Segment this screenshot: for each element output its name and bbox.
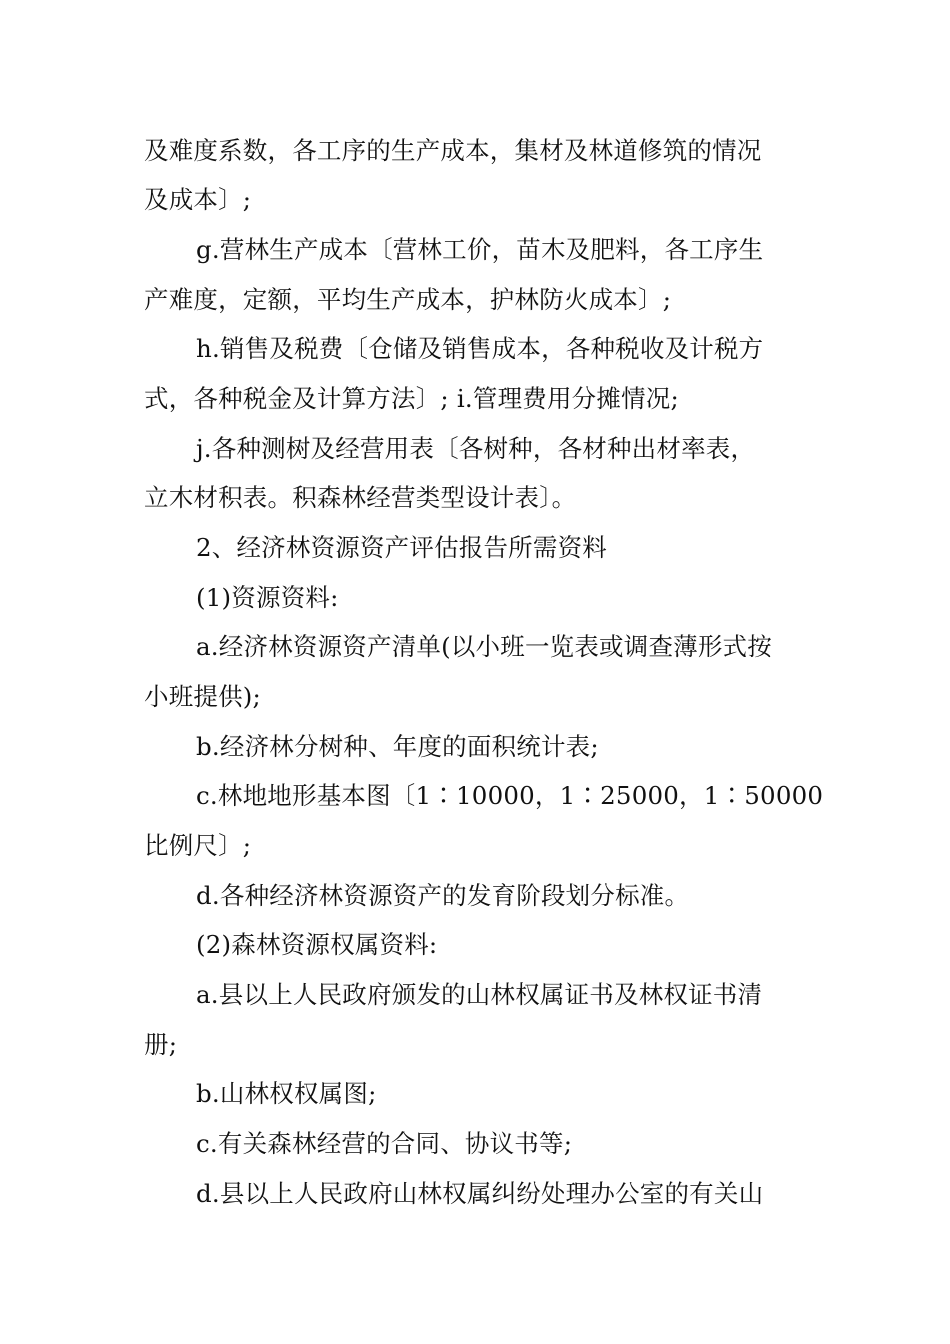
text-line: g.营林生产成本〔营林工价，苗木及肥料，各工序生 — [196, 235, 764, 264]
text-line: c.有关森林经营的合同、协议书等; — [196, 1129, 573, 1158]
text-line: 比例尺〕; — [144, 831, 252, 860]
text-line: h.销售及税费〔仓储及销售成本，各种税收及计税方 — [196, 334, 764, 363]
text-line: 式，各种税金及计算方法〕; i.管理费用分摊情况; — [144, 384, 679, 413]
section-heading: 2、经济林资源资产评估报告所需资料 — [196, 533, 607, 562]
subsection-heading: (2)森林资源权属资料: — [196, 930, 438, 959]
text-line: b.山林权权属图; — [196, 1079, 377, 1108]
text-line: 产难度，定额，平均生产成本，护林防火成本〕; — [144, 285, 672, 314]
text-line: d.县以上人民政府山林权属纠纷处理办公室的有关山 — [196, 1179, 764, 1208]
text-line: 立木材积表。积森林经营类型设计表〕。 — [144, 483, 577, 512]
text-line: 册; — [144, 1030, 178, 1059]
text-line: a.经济林资源资产清单(以小班一览表或调查薄形式按 — [196, 632, 772, 661]
text-line: j.各种测树及经营用表〔各树种，各材种出材率表， — [196, 434, 756, 463]
text-line: b.经济林分树种、年度的面积统计表; — [196, 732, 599, 761]
subsection-heading: (1)资源资料: — [196, 583, 339, 612]
text-line: a.县以上人民政府颁发的山林权属证书及林权证书清 — [196, 980, 763, 1009]
text-line: d.各种经济林资源资产的发育阶段划分标准。 — [196, 881, 690, 910]
text-line: 及成本〕; — [144, 185, 252, 214]
text-line: 及难度系数，各工序的生产成本，集材及林道修筑的情况 — [144, 136, 762, 165]
text-line: c.林地地形基本图〔1∶10000，1∶25000，1∶50000 — [196, 781, 824, 810]
text-line: 小班提供); — [144, 682, 262, 711]
